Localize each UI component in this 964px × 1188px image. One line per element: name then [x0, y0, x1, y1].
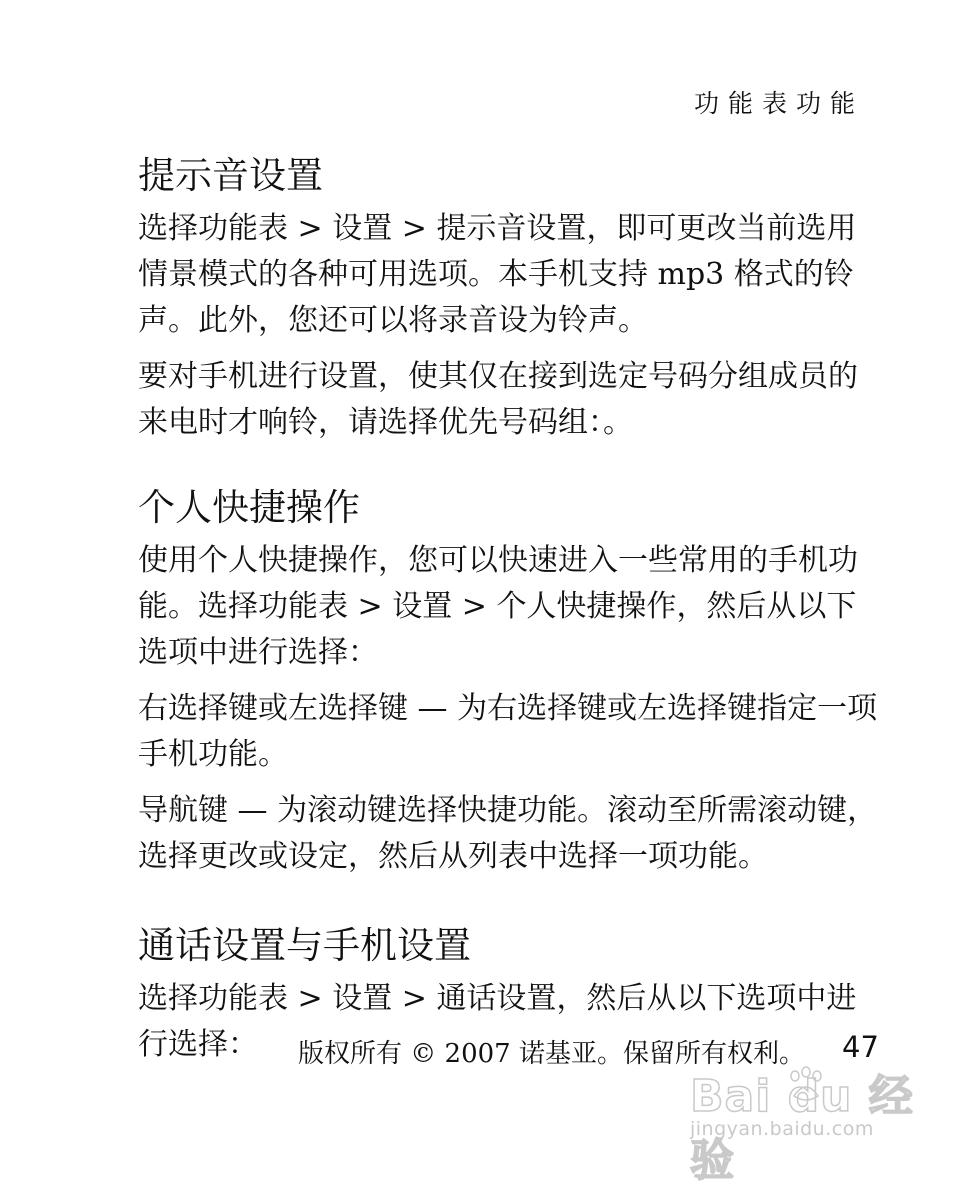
- path-separator: >: [288, 981, 333, 1016]
- menu-path-item: 提示音设置: [436, 211, 587, 246]
- section-heading-call-and-phone-settings: 通话设置与手机设置: [138, 924, 471, 967]
- page-number: 47: [842, 1030, 879, 1064]
- menu-path-item: 个人快捷操作: [496, 589, 677, 624]
- paragraph: [138, 206, 878, 344]
- menu-path-item: 设置: [332, 981, 393, 1016]
- menu-path-item: 功能表: [198, 981, 288, 1016]
- text: ，然后从以下选项中进行选择：: [138, 981, 857, 1062]
- paw-icon: [786, 1066, 826, 1108]
- paragraph: [138, 538, 878, 676]
- baidu-jingyan-watermark: [690, 1060, 930, 1186]
- copyright-footer: 版权所有 © 2007 诺基亚。保留所有权利。: [298, 1039, 805, 1069]
- menu-option: 更改: [198, 839, 258, 874]
- menu-option: 设定: [288, 839, 348, 874]
- paragraph: [138, 686, 878, 778]
- menu-path-item: 设置: [332, 211, 393, 246]
- page-content: [138, 148, 878, 1068]
- text: 或: [258, 691, 288, 726]
- menu-option: 导航键: [138, 793, 228, 828]
- path-separator: >: [288, 211, 333, 246]
- menu-option: 左选择键: [288, 691, 408, 726]
- text: — 为右选择键或左选择键指定一项手机功能。: [138, 691, 878, 772]
- text: 要对手机进行设置，使其仅在接到选定号码分组成员的来电时才响铃，请选择: [138, 359, 858, 440]
- menu-option: 优先号码组：: [438, 405, 603, 440]
- text: 或: [258, 839, 288, 874]
- paragraph: [138, 354, 878, 446]
- path-separator: >: [392, 981, 437, 1016]
- watermark-brand: Bai du 经验: [690, 1071, 914, 1186]
- path-separator: >: [452, 589, 497, 624]
- path-separator: >: [348, 589, 393, 624]
- text: ，然后从以下选项中进行选择：: [138, 589, 857, 670]
- path-separator: >: [392, 211, 437, 246]
- menu-path-item: 功能表: [258, 589, 348, 624]
- section-heading-my-shortcuts: 个人快捷操作: [138, 486, 360, 529]
- running-header: 功能表功能: [693, 89, 864, 118]
- text: 选择: [138, 981, 198, 1016]
- section-heading-ringtone-settings: 提示音设置: [138, 154, 323, 197]
- menu-path-item: 通话设置: [436, 981, 557, 1016]
- text: 选择: [138, 211, 198, 246]
- text: ，即可更改当前选用情景模式的各种可用选项。本手机支持 mp3 格式的铃声。此外，您还可以将录音设为铃声。: [138, 211, 857, 338]
- watermark-url: jingyan.baidu.com: [690, 1118, 874, 1140]
- text: ，然后从列表中选择一项功能。: [348, 839, 768, 874]
- menu-path-item: 设置: [392, 589, 453, 624]
- text: — 为滚动键选择快捷功能。滚动至所需滚动键，选择: [138, 793, 878, 874]
- menu-path-item: 功能表: [198, 211, 288, 246]
- menu-option: 右选择键: [138, 691, 258, 726]
- text: 。: [603, 405, 633, 440]
- text: 使用个人快捷操作，您可以快速进入一些常用的手机功能。选择: [138, 543, 858, 624]
- paragraph: [138, 788, 878, 880]
